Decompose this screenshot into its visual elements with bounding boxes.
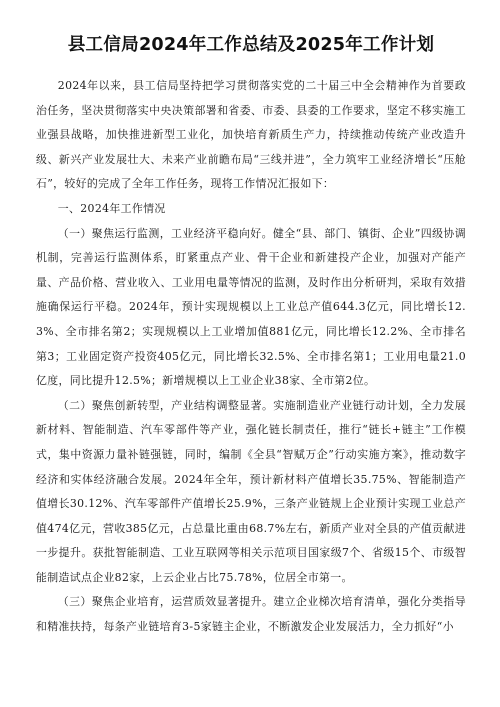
section-heading-2024-work: 一、2024年工作情况 [57,201,166,215]
paragraph-operation-monitoring: （一）聚焦运行监测，工业经济平稳向好。健全“县、部门、镇街、企业”四级协调机制，完善运行监测体系，盯紧重点产业、骨干企业和新建投产企业，加强对产能产量、产品价格、营业收入、工业用电量等情况的监测，及时作出分析研判，采取有效措施确保运行平稳。2024年，预计实现规模以上工业总产值644.3亿元，同比增长12.3%、全市排名第2；实现规模以上工业增加值881亿元，同比增长12.2%、全市排名第3；工业固定资产投资405亿元，同比增长32.5%、全市排名第1；工业用电量21.0亿度，同比提升12.5%；新增规模以上工业企业38家、全市第2位。 [36,226,466,388]
paragraph-enterprise-cultivation: （三）聚焦企业培育，运营质效显著提升。建立企业梯次培育清单，强化分类指导和精准扶持，每条产业链培育3-5家链主企业，不断激发企业发展活力，全力抓好“小 [36,595,466,634]
document-title: 县工信局2024年工作总结及2025年工作计划 [67,35,435,55]
intro-paragraph: 2024年以来，县工信局坚持把学习贯彻落实党的二十届三中全会精神作为首要政治任务，坚决贯彻落实中央决策部署和省委、市委、县委的工作要求，坚定不移实施工业强县战略，加快推进新型工业化，加快培育新质生产力，持续推动传统产业改造升级、新兴产业发展壮大、未来产业前瞻布局“三线并进”，全力筑牢工业经济增长“压舱石”，较好的完成了全年工作任务，现将工作情况汇报如下： [36,79,466,191]
paragraph-innovation-transformation: （二）聚焦创新转型，产业结构调整显著。实施制造业产业链行动计划，全力发展新材料、智能制造、汽车零部件等产业，强化链长制责任，推行“链长+链主”工作模式，集中资源力量补链强链，同时，编制《全县“智赋万企”行动实施方案》，推动数字经济和实体经济融合发展。2024年全年，预计新材料产值增长35.75%、智能制造产值增长30.12%、汽车零部件产值增长25.9%，三条产业链规上企业预计实现工业总产值474亿元，营收385亿元，占总量比重由68.7%左右，新质产业对全县的产值贡献进一步提升。获批智能制造、工业互联网等相关示范项目国家级7个、省级15个、市级智能制造试点企业82家，上云企业占比75.78%，位居全市第一。 [36,398,466,584]
